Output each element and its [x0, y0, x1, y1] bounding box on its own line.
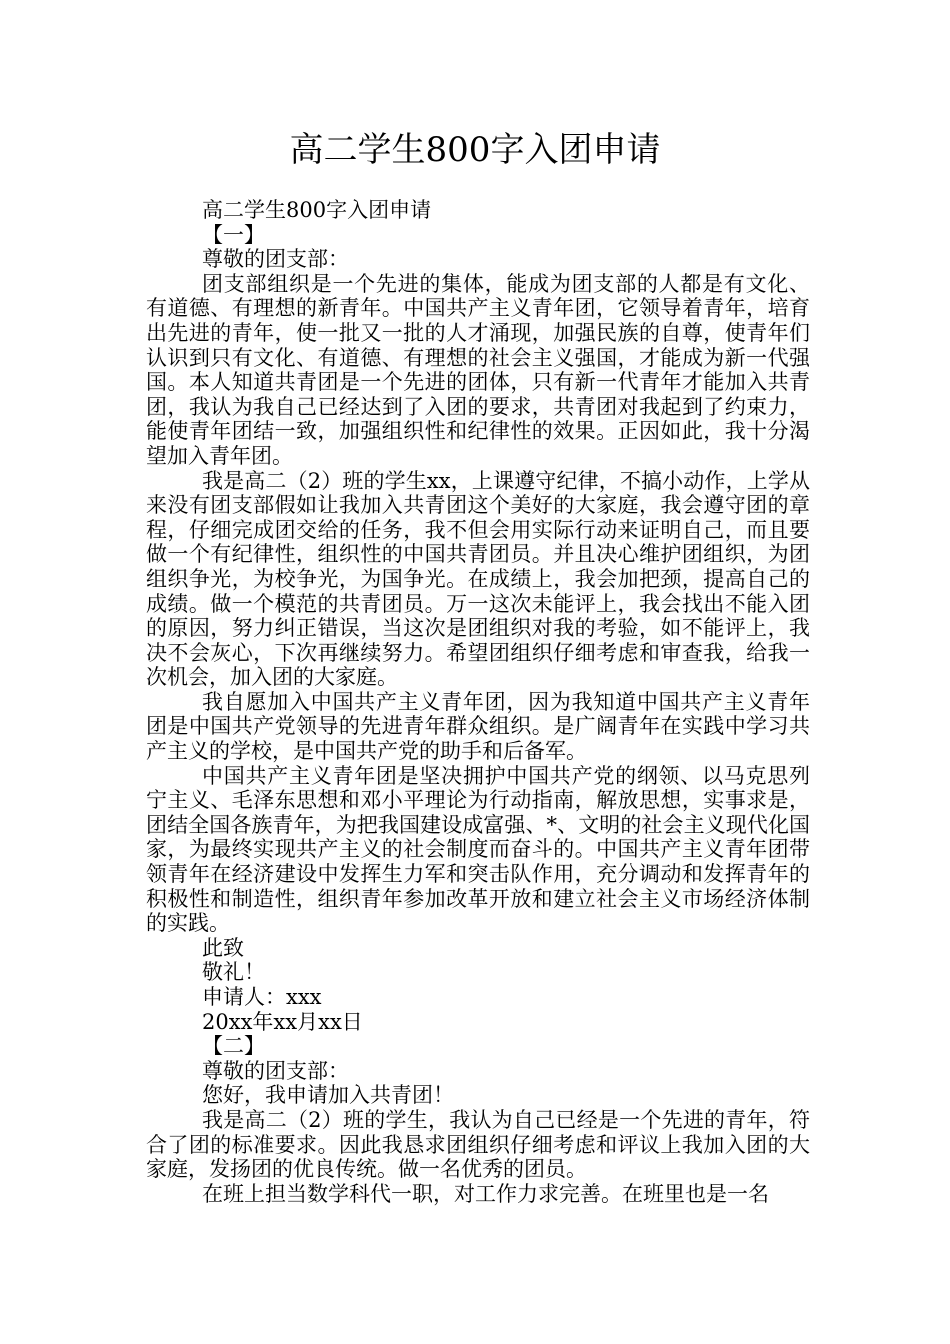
body-paragraph: 我自愿加入中国共产主义青年团，因为我知道中国共产主义青年团是中国共产党领导的先进青年群众组织。是广阔青年在实践中学习共产主义的学校，是中国共产党的助手和后备军。	[146, 689, 810, 764]
subtitle-line: 高二学生800字入团申请	[202, 198, 432, 222]
closing-line: 此致	[202, 935, 244, 960]
document-body	[146, 198, 810, 1206]
greeting-line: 您好，我申请加入共青团！	[202, 1083, 454, 1108]
closing-regards: 敬礼！	[202, 960, 265, 985]
applicant-line: 申请人：xxx	[202, 985, 322, 1009]
body-paragraph: 中国共产主义青年团是坚决拥护中国共产党的纲领、以马克思列宁主义、毛泽东思想和邓小平理论为行动指南，解放思想，实事求是，团结全国各族青年，为把我国建设成富强、*、文明的社会主义现代化国家，为最终实现共产主义的社会制度而奋斗的。中国共产主义青年团带领青年在经济建设中发挥生力军和突击队作用，充分调动和发挥青年的积极性和制造性，组织青年参加改革开放和建立社会主义市场经济体制的实践。	[146, 763, 810, 936]
body-paragraph: 团支部组织是一个先进的集体，能成为团支部的人都是有文化、有道德、有理想的新青年。中国共产主义青年团，它领导着青年，培育出先进的青年，使一批又一批的人才涌现，加强民族的自尊，使青年们认识到只有文化、有道德、有理想的社会主义强国，才能成为新一代强国。本人知道共青团是一个先进的团体，只有新一代青年才能加入共青团，我认为我自己已经达到了入团的要求，共青团对我起到了约束力，能使青年团结一致，加强组织性和纪律性的效果。正因如此，我十分渴望加入青年团。	[146, 271, 810, 468]
section-heading-one: 【一】	[202, 222, 265, 247]
document-title: 高二学生800字入团申请	[289, 130, 661, 170]
body-paragraph: 我是高二（2）班的学生，我认为自己已经是一个先进的青年，符合了团的标准要求。因此我恳求团组织仔细考虑和评议上我加入团的大家庭，发扬团的优良传统。做一名优秀的团员。	[146, 1107, 810, 1182]
date-line: 20xx年xx月xx日	[202, 1009, 363, 1034]
body-paragraph: 我是高二（2）班的学生xx，上课遵守纪律，不搞小动作，上学从来没有团支部假如让我加入共青团这个美好的大家庭，我会遵守团的章程，仔细完成团交给的任务，我不但会用实际行动来证明自己，而且要做一个有纪律性，组织性的中国共青团员。并且决心维护团组织，为团组织争光，为校争光，为国争光。在成绩上，我会加把颈，提高自己的成绩。做一个模范的共青团员。万一这次未能评上，我会找出不能入团的原因，努力纠正错误，当这次是团组织对我的考验，如不能评上，我决不会灰心，下次再继续努力。希望团组织仔细考虑和审查我，给我一次机会，加入团的大家庭。	[146, 468, 810, 690]
section-heading-two: 【二】	[202, 1034, 265, 1059]
salutation: 尊敬的团支部：	[202, 247, 349, 272]
body-paragraph: 在班上担当数学科代一职，对工作力求完善。在班里也是一名	[202, 1181, 769, 1206]
salutation: 尊敬的团支部：	[202, 1058, 349, 1083]
